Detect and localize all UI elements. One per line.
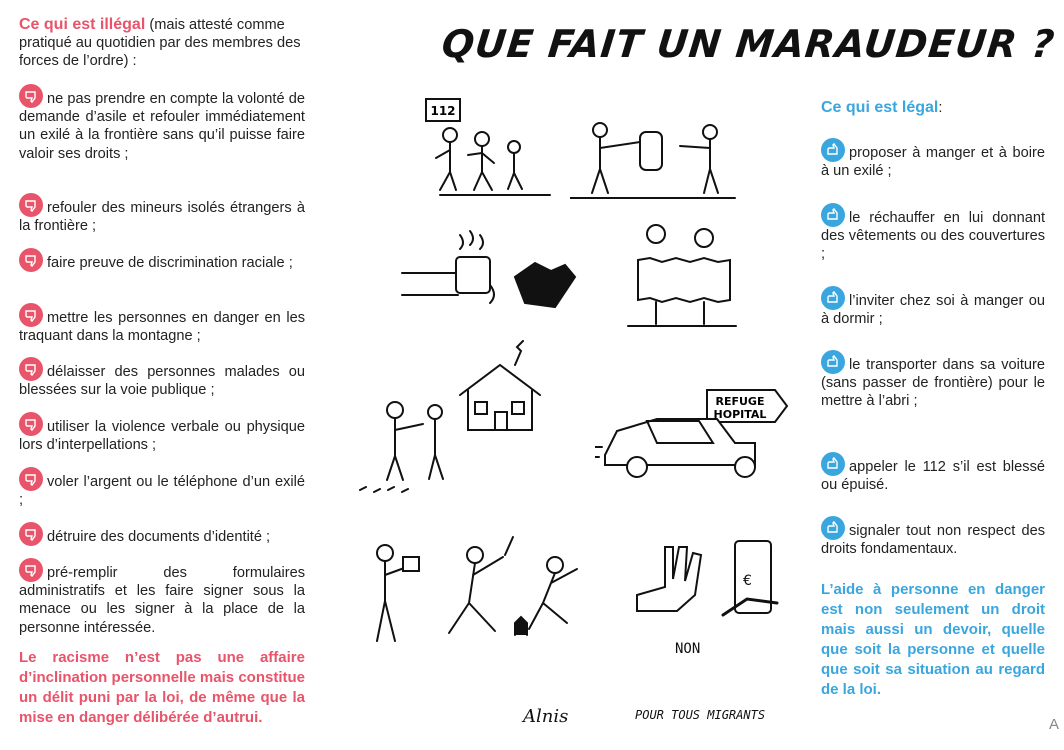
- thumbs-up-icon: [821, 350, 845, 374]
- illegal-item: refouler des mineurs isolés étrangers à la frontière ;: [19, 193, 305, 235]
- thumbs-down-icon: [19, 303, 43, 327]
- refuse-bribe-drawing: [635, 535, 795, 635]
- legal-item: signaler tout non respect des droits fondamentaux.: [821, 516, 1045, 558]
- map-reading-drawing: [620, 220, 740, 330]
- illegal-item: voler l’argent ou le téléphone d’un exilé ;: [19, 467, 305, 509]
- road-sign-refuge: REFUGE: [715, 395, 765, 408]
- thumbs-down-icon: [19, 357, 43, 381]
- legal-title-colon: :: [938, 100, 943, 116]
- legal-header: [821, 99, 1045, 117]
- thumbs-up-icon: [821, 286, 845, 310]
- sign-112: 112: [430, 104, 456, 118]
- euro-symbol-icon: €: [743, 573, 752, 589]
- thumbs-up-icon: [821, 138, 845, 162]
- legal-item: le transporter dans sa voiture (sans passer de frontière) pour le mettre à l’abri ;: [821, 350, 1045, 411]
- illegal-item: pré-remplir des formulaires administratifs et les faire signer sous la menace ou les signer à la place de la personne intéressée.: [19, 558, 305, 637]
- thumbs-down-icon: [19, 558, 43, 582]
- credit-line: POUR TOUS MIGRANTS: [635, 708, 766, 722]
- illegal-item: faire preuve de discrimination raciale ;: [19, 248, 305, 272]
- illegal-intro-text: (mais attesté comme pratiqué au quotidien par des membres des forces de l’ordre) :: [19, 17, 301, 70]
- illegal-item: mettre les personnes en danger en les traquant dans la montagne ;: [19, 303, 305, 345]
- thumbs-down-icon: [19, 84, 43, 108]
- legal-item: le réchauffer en lui donnant des vêtements ou des couvertures ;: [821, 203, 1045, 264]
- giving-water-drawing: [570, 110, 740, 205]
- legal-item: l’inviter chez soi à manger ou à dormir ;: [821, 286, 1045, 328]
- legal-item: proposer à manger et à boire à un exilé ;: [821, 138, 1045, 180]
- legal-title: Ce qui est légal: [821, 99, 939, 116]
- illegal-item: utiliser la violence verbale ou physique lors d’interpellations ;: [19, 412, 305, 454]
- road-sign-hopital: HOPITAL: [713, 408, 767, 421]
- thumbs-down-icon: [19, 467, 43, 491]
- headline: QUE FAIT UN MARAUDEUR ?: [439, 22, 1058, 66]
- non-label: NON: [675, 641, 701, 657]
- thumbs-down-icon: [19, 193, 43, 217]
- thumbs-up-icon: [821, 203, 845, 227]
- illegal-item: délaisser des personnes malades ou blessées sur la voie publique ;: [19, 357, 305, 399]
- legal-conclusion: L’aide à personne en danger est non seulement un droit mais aussi un devoir, quelle que soit la personne et quelle que soit sa situation au regard de la loi.: [821, 581, 1045, 698]
- thumbs-down-icon: [19, 248, 43, 272]
- illegal-conclusion: Le racisme n’est pas une affaire d’inclination personnelle mais constitue un délit puni par la loi, de même que la mise en danger délibérée d’autrui.: [19, 649, 305, 726]
- legal-item: appeler le 112 s’il est blessé ou épuisé.: [821, 452, 1045, 494]
- thumbs-down-icon: [19, 412, 43, 436]
- illegal-item: ne pas prendre en compte la volonté de demande d’asile et refouler immédiatement un exilé à la frontière sans qu’il puisse faire valoir ses droits ;: [19, 84, 305, 163]
- police-chase-drawing: [355, 535, 595, 660]
- illegal-item: détruire des documents d’identité ;: [19, 522, 305, 546]
- edge-letter: A: [1049, 716, 1060, 733]
- thumbs-down-icon: [19, 522, 43, 546]
- shelter-house-drawing: [350, 340, 550, 500]
- emergency-call-drawing: [420, 95, 555, 210]
- car-to-refuge-drawing: [595, 385, 805, 485]
- illegal-title: Ce qui est illégal: [19, 16, 146, 33]
- hot-drink-drawing: [400, 225, 580, 320]
- thumbs-up-icon: [821, 452, 845, 476]
- thumbs-up-icon: [821, 516, 845, 540]
- illegal-intro: [19, 16, 305, 71]
- artist-signature: Alnis: [523, 706, 569, 727]
